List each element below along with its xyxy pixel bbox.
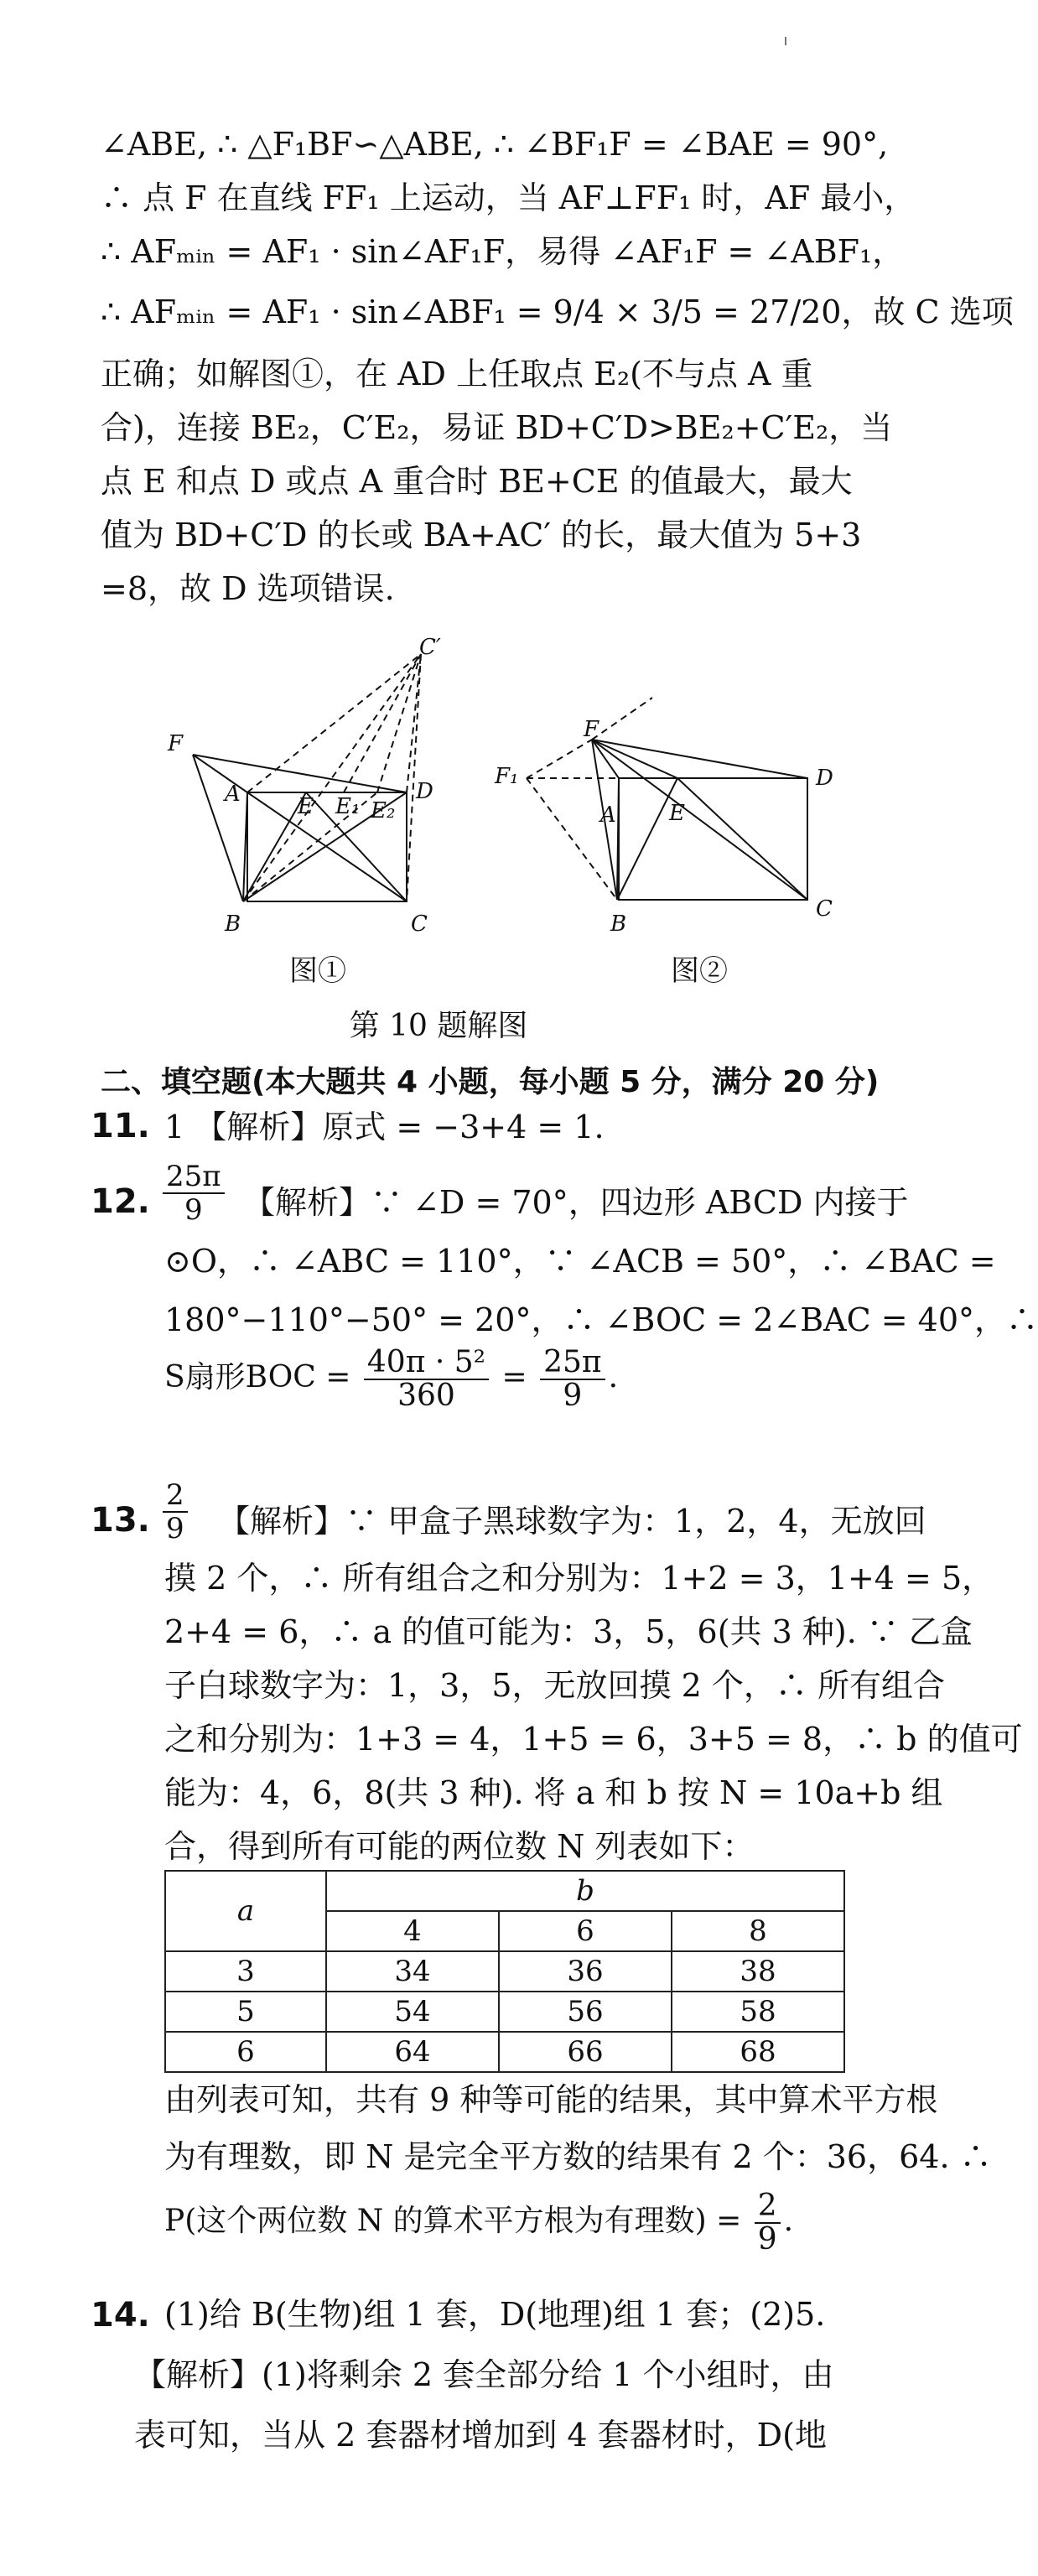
text-line: 【解析】(1)将剩余 2 套全部分给 1 个小组时，由 — [134, 2356, 834, 2393]
label-F1: F₁ — [495, 764, 519, 789]
text-line: 【解析】∵ 甲盒子黑球数字为：1，2，4，无放回 — [218, 1503, 926, 1540]
text-line: 由列表可知，共有 9 种等可能的结果，其中算术平方根 — [164, 2081, 938, 2118]
text-line: 值为 BD+C′D 的长或 BA+AC′ 的长，最大值为 5+3 — [101, 517, 862, 553]
fraction-numerator: 25π — [540, 1347, 605, 1380]
text-line: (1)给 B(生物)组 1 套，D(地理)组 1 套；(2)5. — [164, 2296, 826, 2333]
q12-answer-fraction — [159, 1161, 228, 1226]
text-line: 【解析】∵ ∠D = 70°，四边形 ABCD 内接于 — [243, 1184, 909, 1221]
text-line: ∴ 点 F 在直线 FF₁ 上运动，当 AF⊥FF₁ 时，AF 最小， — [101, 179, 916, 216]
number-table — [164, 1870, 845, 2073]
label-E: E — [669, 801, 685, 826]
figure-1-caption: 图① — [289, 954, 346, 988]
table-cell: 68 — [672, 2032, 844, 2072]
figure-title: 第 10 题解图 — [349, 1009, 528, 1043]
column-label: 4 — [326, 1911, 499, 1951]
column-header: b — [326, 1871, 844, 1911]
column-label: 8 — [672, 1911, 844, 1951]
table-cell: 34 — [326, 1951, 499, 1992]
label-D: D — [816, 766, 833, 791]
row-label: 6 — [165, 2032, 326, 2072]
figure-2-caption: 图② — [671, 954, 728, 988]
text-line: 合)，连接 BE₂，C′E₂，易证 BD+C′D>BE₂+C′E₂，当 — [101, 409, 893, 446]
label-D: D — [416, 779, 433, 804]
label-B: B — [610, 911, 627, 937]
text-line: 摸 2 个，∴ 所有组合之和分别为：1+2 = 3，1+4 = 5， — [164, 1560, 994, 1597]
q11-answer: 1 【解析】原式 = −3+4 = 1. — [164, 1109, 605, 1145]
text-line: 180°−110°−50° = 20°，∴ ∠BOC = 2∠BAC = 40°，∴ — [164, 1301, 1038, 1338]
fraction-numerator: 2 — [755, 2190, 781, 2224]
fraction-denominator: 9 — [757, 2222, 777, 2257]
fraction-numerator: 25π — [163, 1161, 225, 1194]
label-E2: E₂ — [371, 798, 396, 823]
label-A: A — [600, 802, 616, 828]
text-line: ∠ABE, ∴ △F₁BF∽△ABE, ∴ ∠BF₁F = ∠BAE = 90°, — [101, 126, 889, 163]
corner-mark — [785, 37, 786, 45]
text-line: 点 E 和点 D 或点 A 重合时 BE+CE 的值最大，最大 — [101, 463, 853, 500]
table-cell: 66 — [499, 2032, 672, 2072]
label-C: C — [816, 896, 833, 922]
table-cell: 56 — [499, 1992, 672, 2032]
fraction-denominator: 9 — [184, 1193, 203, 1227]
text-line: 之和分别为：1+3 = 4，1+5 = 6，3+5 = 8，∴ b 的值可 — [164, 1721, 1023, 1758]
fraction-denominator: 9 — [166, 1512, 184, 1545]
label-B: B — [225, 911, 241, 937]
label-C: C — [411, 911, 428, 937]
table-cell: 38 — [672, 1951, 844, 1992]
probability-formula — [164, 2190, 793, 2256]
table-row — [165, 1992, 844, 2032]
text-line: =8，故 D 选项错误. — [101, 570, 395, 607]
probability-text: P(这个两位数 N 的算术平方根为有理数) = — [164, 2204, 742, 2238]
text-line: 子白球数字为：1，3，5，无放回摸 2 个，∴ 所有组合 — [164, 1667, 945, 1704]
section-heading: 二、填空题(本大题共 4 小题，每小题 5 分，满分 20 分) — [101, 1065, 880, 1099]
row-label: 3 — [165, 1951, 326, 1992]
fraction-denominator: 360 — [397, 1379, 455, 1413]
sector-area-formula — [164, 1347, 618, 1412]
text-line: ∴ AFₘᵢₙ = AF₁ · sin∠ABF₁ = 9/4 × 3/5 = 27/20，故 C 选项 — [101, 293, 1014, 330]
label-F: F — [168, 731, 184, 756]
question-number: 11. — [91, 1107, 150, 1145]
label-A: A — [225, 782, 241, 807]
text-line: 为有理数，即 N 是完全平方数的结果有 2 个：36，64. ∴ — [164, 2138, 992, 2175]
label-E1: E₁ — [335, 794, 361, 819]
fraction-numerator: 40π · 5² — [364, 1347, 489, 1380]
table-row — [165, 1951, 844, 1992]
question-number: 14. — [91, 2296, 150, 2334]
row-label: 5 — [165, 1992, 326, 2032]
column-label: 6 — [499, 1911, 672, 1951]
table-cell: 36 — [499, 1951, 672, 1992]
table-cell: 54 — [326, 1992, 499, 2032]
sector-label: S扇形BOC = — [164, 1360, 351, 1394]
label-F: F — [584, 717, 599, 742]
label-E: E — [298, 794, 314, 819]
period: . — [783, 2204, 794, 2238]
geometry-figure-1 — [168, 637, 453, 939]
text-line: 合，得到所有可能的两位数 N 列表如下： — [164, 1828, 755, 1865]
geometry-figure-2 — [493, 688, 833, 939]
text-line: 正确；如解图①，在 AD 上任取点 E₂(不与点 A 重 — [101, 356, 813, 392]
text-line: ⊙O，∴ ∠ABC = 110°，∵ ∠ACB = 50°，∴ ∠BAC = — [164, 1243, 996, 1280]
table-cell: 64 — [326, 2032, 499, 2072]
equals-sign: = — [501, 1360, 527, 1394]
fraction-denominator: 9 — [563, 1379, 583, 1413]
table-cell: 58 — [672, 1992, 844, 2032]
question-number: 13. — [91, 1501, 150, 1540]
text-line: ∴ AFₘᵢₙ = AF₁ · sin∠AF₁F，易得 ∠AF₁F = ∠ABF₁， — [101, 233, 905, 270]
question-number: 12. — [91, 1182, 150, 1221]
text-line: 2+4 = 6，∴ a 的值可能为：3，5，6(共 3 种). ∵ 乙盒 — [164, 1613, 973, 1650]
fraction-numerator: 2 — [163, 1479, 188, 1513]
text-line: 能为：4，6，8(共 3 种). 将 a 和 b 按 N = 10a+b 组 — [164, 1774, 943, 1811]
period: . — [608, 1360, 619, 1394]
q13-answer-fraction — [159, 1479, 191, 1545]
row-header: a — [165, 1871, 326, 1951]
text-line: 表可知，当从 2 套器材增加到 4 套器材时，D(地 — [134, 2417, 827, 2454]
table-row — [165, 2032, 844, 2072]
label-C-prime: C′ — [419, 635, 441, 660]
